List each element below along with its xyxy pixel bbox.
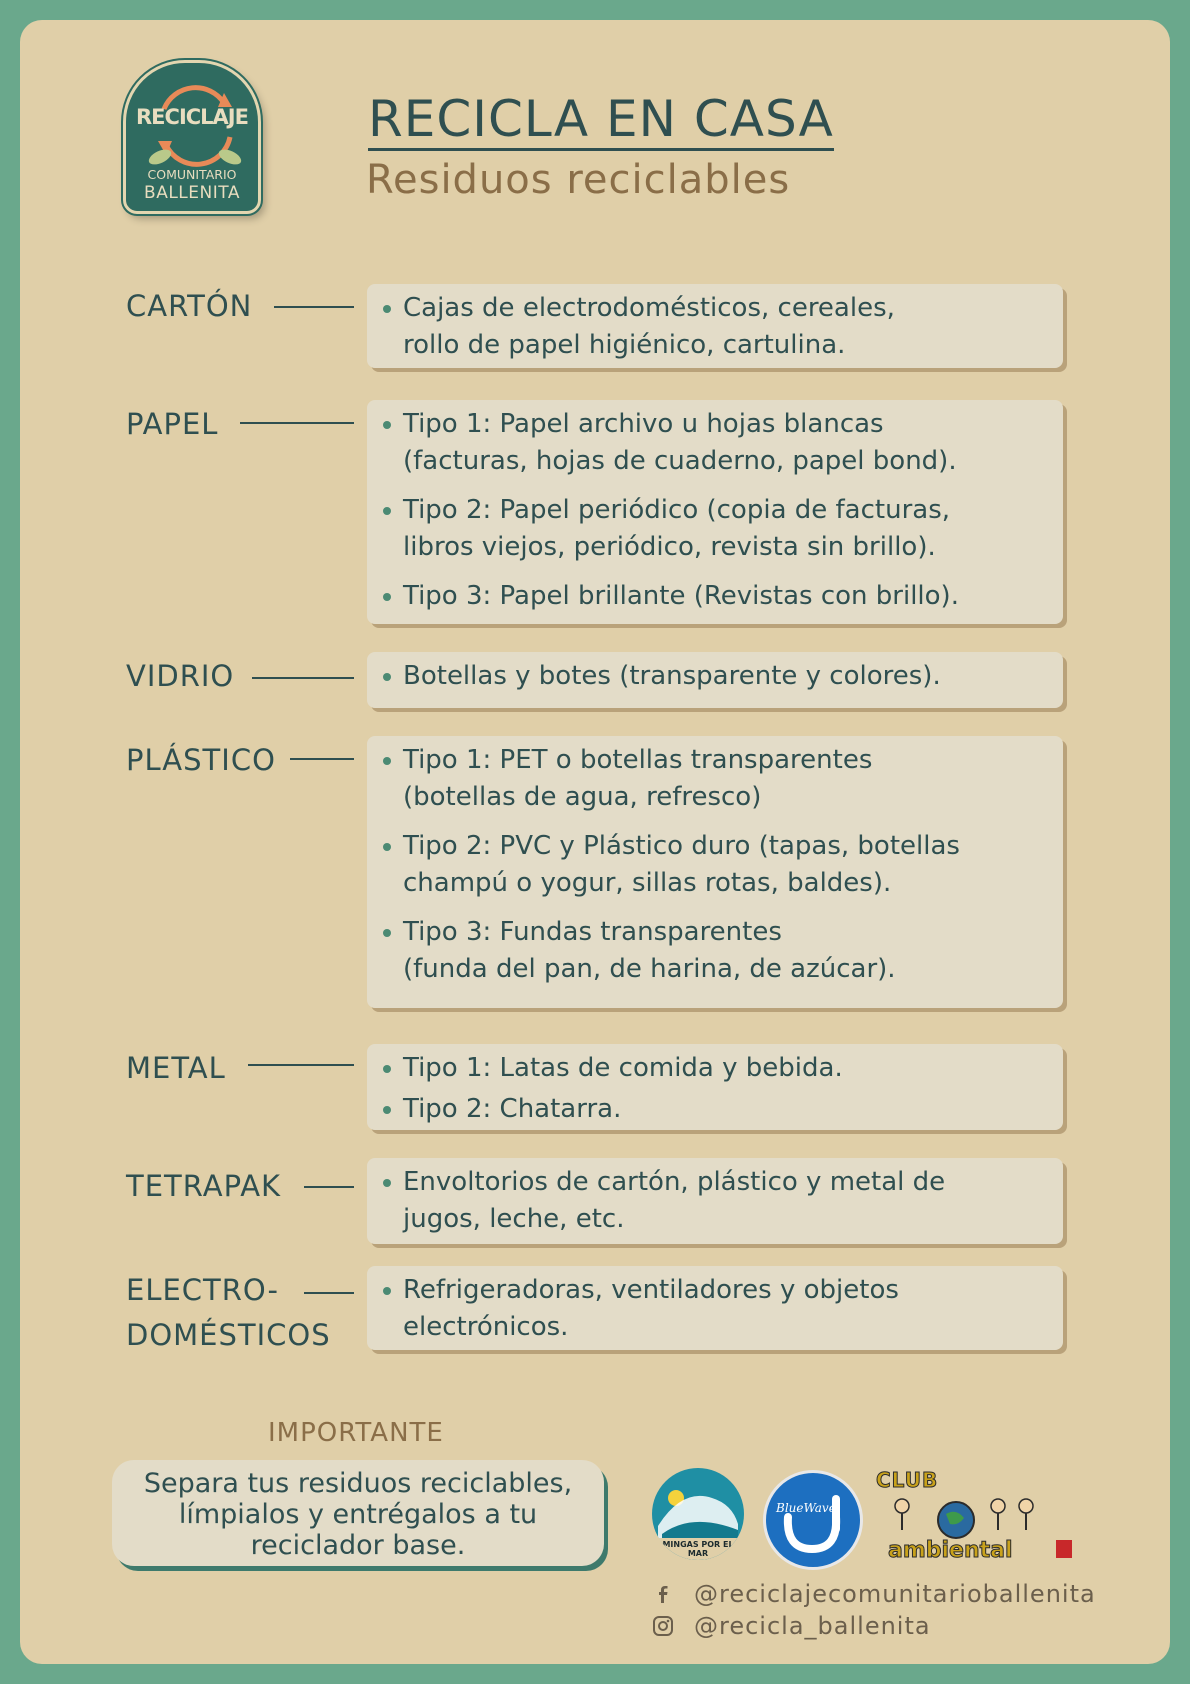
instagram-handle-row[interactable]: [652, 1612, 931, 1640]
connector-line: [304, 1292, 354, 1294]
category-box-tetrapak: [367, 1158, 1063, 1244]
category-box-papel: [367, 400, 1063, 624]
logo-word-reciclaje: RECICLAJE: [136, 105, 248, 129]
list-item: Refrigeradoras, ventiladores y objetos electrónicos.: [381, 1272, 1049, 1346]
club-ambiental-logo: [876, 1468, 1076, 1568]
connector-line: [274, 306, 354, 308]
connector-line: [240, 422, 354, 424]
reciclaje-comunitario-logo: [123, 60, 261, 214]
list-item: Tipo 2: Chatarra.: [381, 1091, 1049, 1128]
category-box-electrodomesticos: [367, 1266, 1063, 1350]
club-title: CLUB: [876, 1468, 939, 1492]
facebook-handle-row[interactable]: [652, 1580, 1096, 1608]
page-title: RECICLA EN CASA: [368, 92, 834, 151]
list-item: Botellas y botes (transparente y colores).: [381, 658, 1049, 695]
list-item: Tipo 2: Papel periódico (copia de facturas, libros viejos, periódico, revista sin brillo).: [381, 492, 1049, 566]
list-item: Tipo 1: PET o botellas transparentes (botellas de agua, refresco): [381, 742, 1049, 816]
facebook-handle[interactable]: @reciclajecomunitarioballenita: [694, 1580, 1096, 1608]
category-label-electrodomesticos: ELECTRO- DOMÉSTICOS: [126, 1273, 331, 1352]
connector-line: [252, 677, 354, 679]
instagram-icon: [652, 1615, 674, 1637]
mingas-caption: MINGAS POR EL MAR: [652, 1538, 744, 1560]
category-label-plastico: PLÁSTICO: [126, 743, 276, 777]
logo-word-comunitario: COMUNITARIO: [147, 167, 237, 182]
list-item: Tipo 3: Papel brillante (Revistas con brillo).: [381, 578, 1049, 615]
category-label-metal: METAL: [126, 1051, 226, 1085]
connector-line: [304, 1186, 354, 1188]
mingas-por-el-mar-logo: [652, 1468, 744, 1560]
page-subtitle: Residuos reciclables: [366, 157, 791, 203]
category-box-metal: [367, 1044, 1063, 1130]
bluewave-mark-icon: [766, 1473, 860, 1567]
list-item: Cajas de electrodomésticos, cereales, rollo de papel higiénico, cartulina.: [381, 290, 1049, 364]
category-label-papel: PAPEL: [126, 407, 219, 441]
instagram-handle[interactable]: @recicla_ballenita: [694, 1612, 931, 1640]
category-box-plastico: [367, 736, 1063, 1008]
facebook-icon: [652, 1583, 674, 1605]
category-box-carton: [367, 284, 1063, 368]
list-item: Tipo 3: Fundas transparentes (funda del pan, de harina, de azúcar).: [381, 914, 1049, 988]
connector-line: [290, 758, 354, 760]
category-label-vidrio: VIDRIO: [126, 659, 235, 693]
list-item: Envoltorios de cartón, plástico y metal de jugos, leche, etc.: [381, 1164, 1049, 1238]
category-label-carton: CARTÓN: [126, 289, 253, 323]
club-subtitle: ambiental: [888, 1538, 1013, 1563]
important-note: Separa tus residuos reciclables, límpialos y entrégalos a tu reciclador base.: [112, 1460, 604, 1566]
important-label: IMPORTANTE: [268, 1418, 444, 1448]
list-item: Tipo 2: PVC y Plástico duro (tapas, botellas champú o yogur, sillas rotas, baldes).: [381, 828, 1049, 902]
list-item: Tipo 1: Papel archivo u hojas blancas (facturas, hojas de cuaderno, papel bond).: [381, 406, 1049, 480]
category-label-tetrapak: TETRAPAK: [126, 1169, 282, 1203]
bluewave-logo: [763, 1470, 863, 1570]
connector-line: [248, 1064, 354, 1066]
bluewave-caption: BlueWave: [776, 1501, 836, 1515]
logo-word-ballenita: BALLENITA: [144, 183, 240, 203]
category-box-vidrio: [367, 652, 1063, 708]
list-item: Tipo 1: Latas de comida y bebida.: [381, 1050, 1049, 1087]
